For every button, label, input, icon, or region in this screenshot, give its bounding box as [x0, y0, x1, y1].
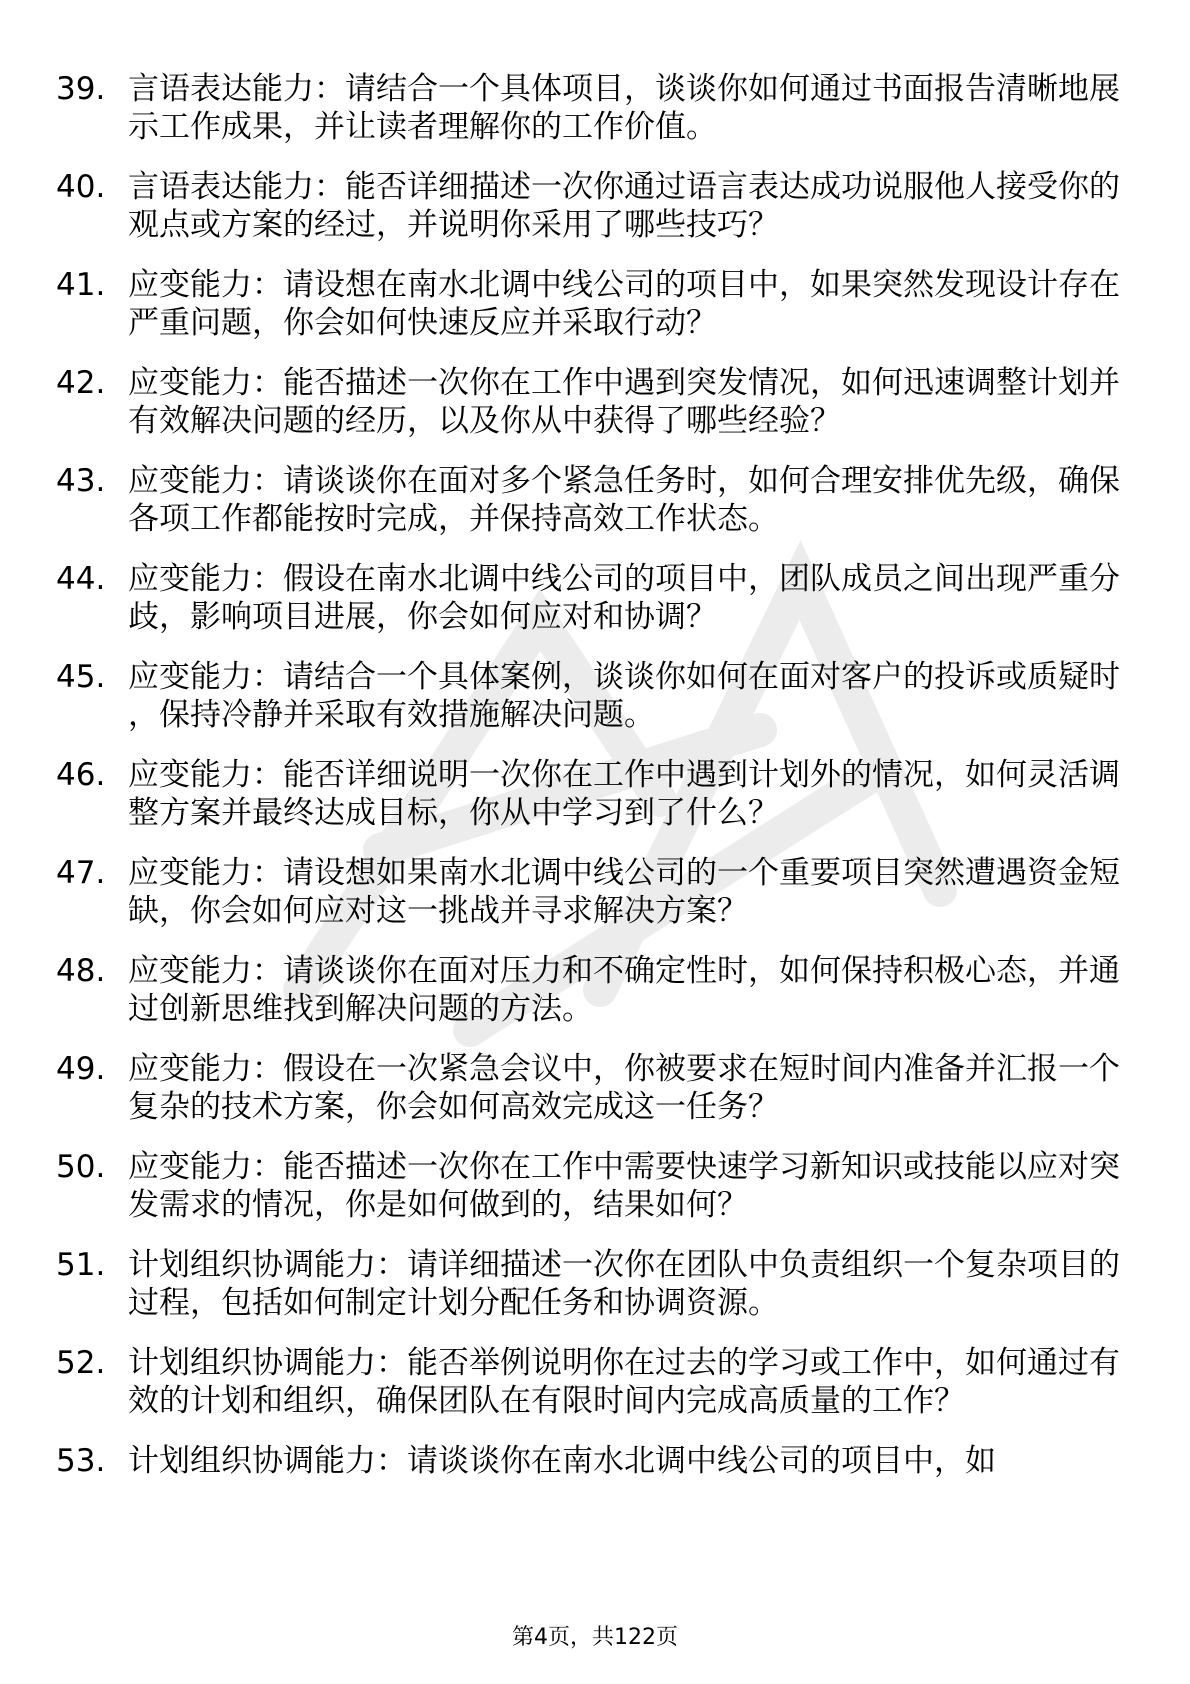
- question-text: 应变能力：假设在一次紧急会议中，你被要求在短时间内准备并汇报一个复杂的技术方案，你会如何高效完成这一任务？: [128, 1051, 1120, 1125]
- page-footer: [0, 1624, 1190, 1652]
- list-item: [56, 1148, 1136, 1224]
- list-item: [56, 1050, 1136, 1126]
- list-item: [56, 658, 1136, 734]
- question-list: [56, 70, 1136, 1502]
- question-number: 41.: [56, 267, 106, 303]
- list-item: [56, 756, 1136, 832]
- question-text: 言语表达能力：请结合一个具体项目，谈谈你如何通过书面报告清晰地展示工作成果，并让读者理解你的工作价值。: [128, 71, 1120, 145]
- list-item: [56, 560, 1136, 636]
- question-number: 48.: [56, 953, 106, 989]
- question-number: 45.: [56, 659, 106, 695]
- question-text: 计划组织协调能力：请谈谈你在南水北调中线公司的项目中，如: [128, 1443, 996, 1479]
- list-item: [56, 952, 1136, 1028]
- question-text: 应变能力：请谈谈你在面对多个紧急任务时，如何合理安排优先级，确保各项工作都能按时完成，并保持高效工作状态。: [128, 463, 1120, 537]
- question-text: 应变能力：请设想在南水北调中线公司的项目中，如果突然发现设计存在严重问题，你会如何快速反应并采取行动？: [128, 267, 1120, 341]
- question-text: 应变能力：请设想如果南水北调中线公司的一个重要项目突然遭遇资金短缺，你会如何应对这一挑战并寻求解决方案？: [128, 855, 1120, 929]
- question-text: 应变能力：请谈谈你在面对压力和不确定性时，如何保持积极心态，并通过创新思维找到解决问题的方法。: [128, 953, 1120, 1027]
- list-item: [56, 1442, 1136, 1480]
- question-number: 43.: [56, 463, 106, 499]
- list-item: [56, 70, 1136, 146]
- question-number: 51.: [56, 1247, 106, 1283]
- question-number: 42.: [56, 365, 106, 401]
- question-text: 计划组织协调能力：能否举例说明你在过去的学习或工作中，如何通过有效的计划和组织，确保团队在有限时间内完成高质量的工作？: [128, 1345, 1120, 1419]
- question-text: 应变能力：请结合一个具体案例，谈谈你如何在面对客户的投诉或质疑时，保持冷静并采取有效措施解决问题。: [128, 659, 1120, 733]
- question-text: 应变能力：能否描述一次你在工作中需要快速学习新知识或技能以应对突发需求的情况，你是如何做到的，结果如何？: [128, 1149, 1120, 1223]
- question-text: 计划组织协调能力：请详细描述一次你在团队中负责组织一个复杂项目的过程，包括如何制定计划分配任务和协调资源。: [128, 1247, 1120, 1321]
- list-item: [56, 168, 1136, 244]
- list-item: [56, 266, 1136, 342]
- page-number-label: 第4页，共122页: [512, 1625, 678, 1650]
- question-text: 言语表达能力：能否详细描述一次你通过语言表达成功说服他人接受你的观点或方案的经过，并说明你采用了哪些技巧？: [128, 169, 1120, 243]
- question-number: 40.: [56, 169, 106, 205]
- list-item: [56, 1246, 1136, 1322]
- list-item: [56, 462, 1136, 538]
- question-number: 52.: [56, 1345, 106, 1381]
- list-item: [56, 1344, 1136, 1420]
- question-number: 47.: [56, 855, 106, 891]
- list-item: [56, 364, 1136, 440]
- question-number: 46.: [56, 757, 106, 793]
- question-text: 应变能力：能否描述一次你在工作中遇到突发情况，如何迅速调整计划并有效解决问题的经历，以及你从中获得了哪些经验？: [128, 365, 1120, 439]
- question-number: 53.: [56, 1443, 106, 1479]
- question-text: 应变能力：能否详细说明一次你在工作中遇到计划外的情况，如何灵活调整方案并最终达成目标，你从中学习到了什么？: [128, 757, 1120, 831]
- question-text: 应变能力：假设在南水北调中线公司的项目中，团队成员之间出现严重分歧，影响项目进展，你会如何应对和协调？: [128, 561, 1120, 635]
- question-number: 50.: [56, 1149, 106, 1185]
- question-number: 39.: [56, 71, 106, 107]
- question-number: 49.: [56, 1051, 106, 1087]
- list-item: [56, 854, 1136, 930]
- question-number: 44.: [56, 561, 106, 597]
